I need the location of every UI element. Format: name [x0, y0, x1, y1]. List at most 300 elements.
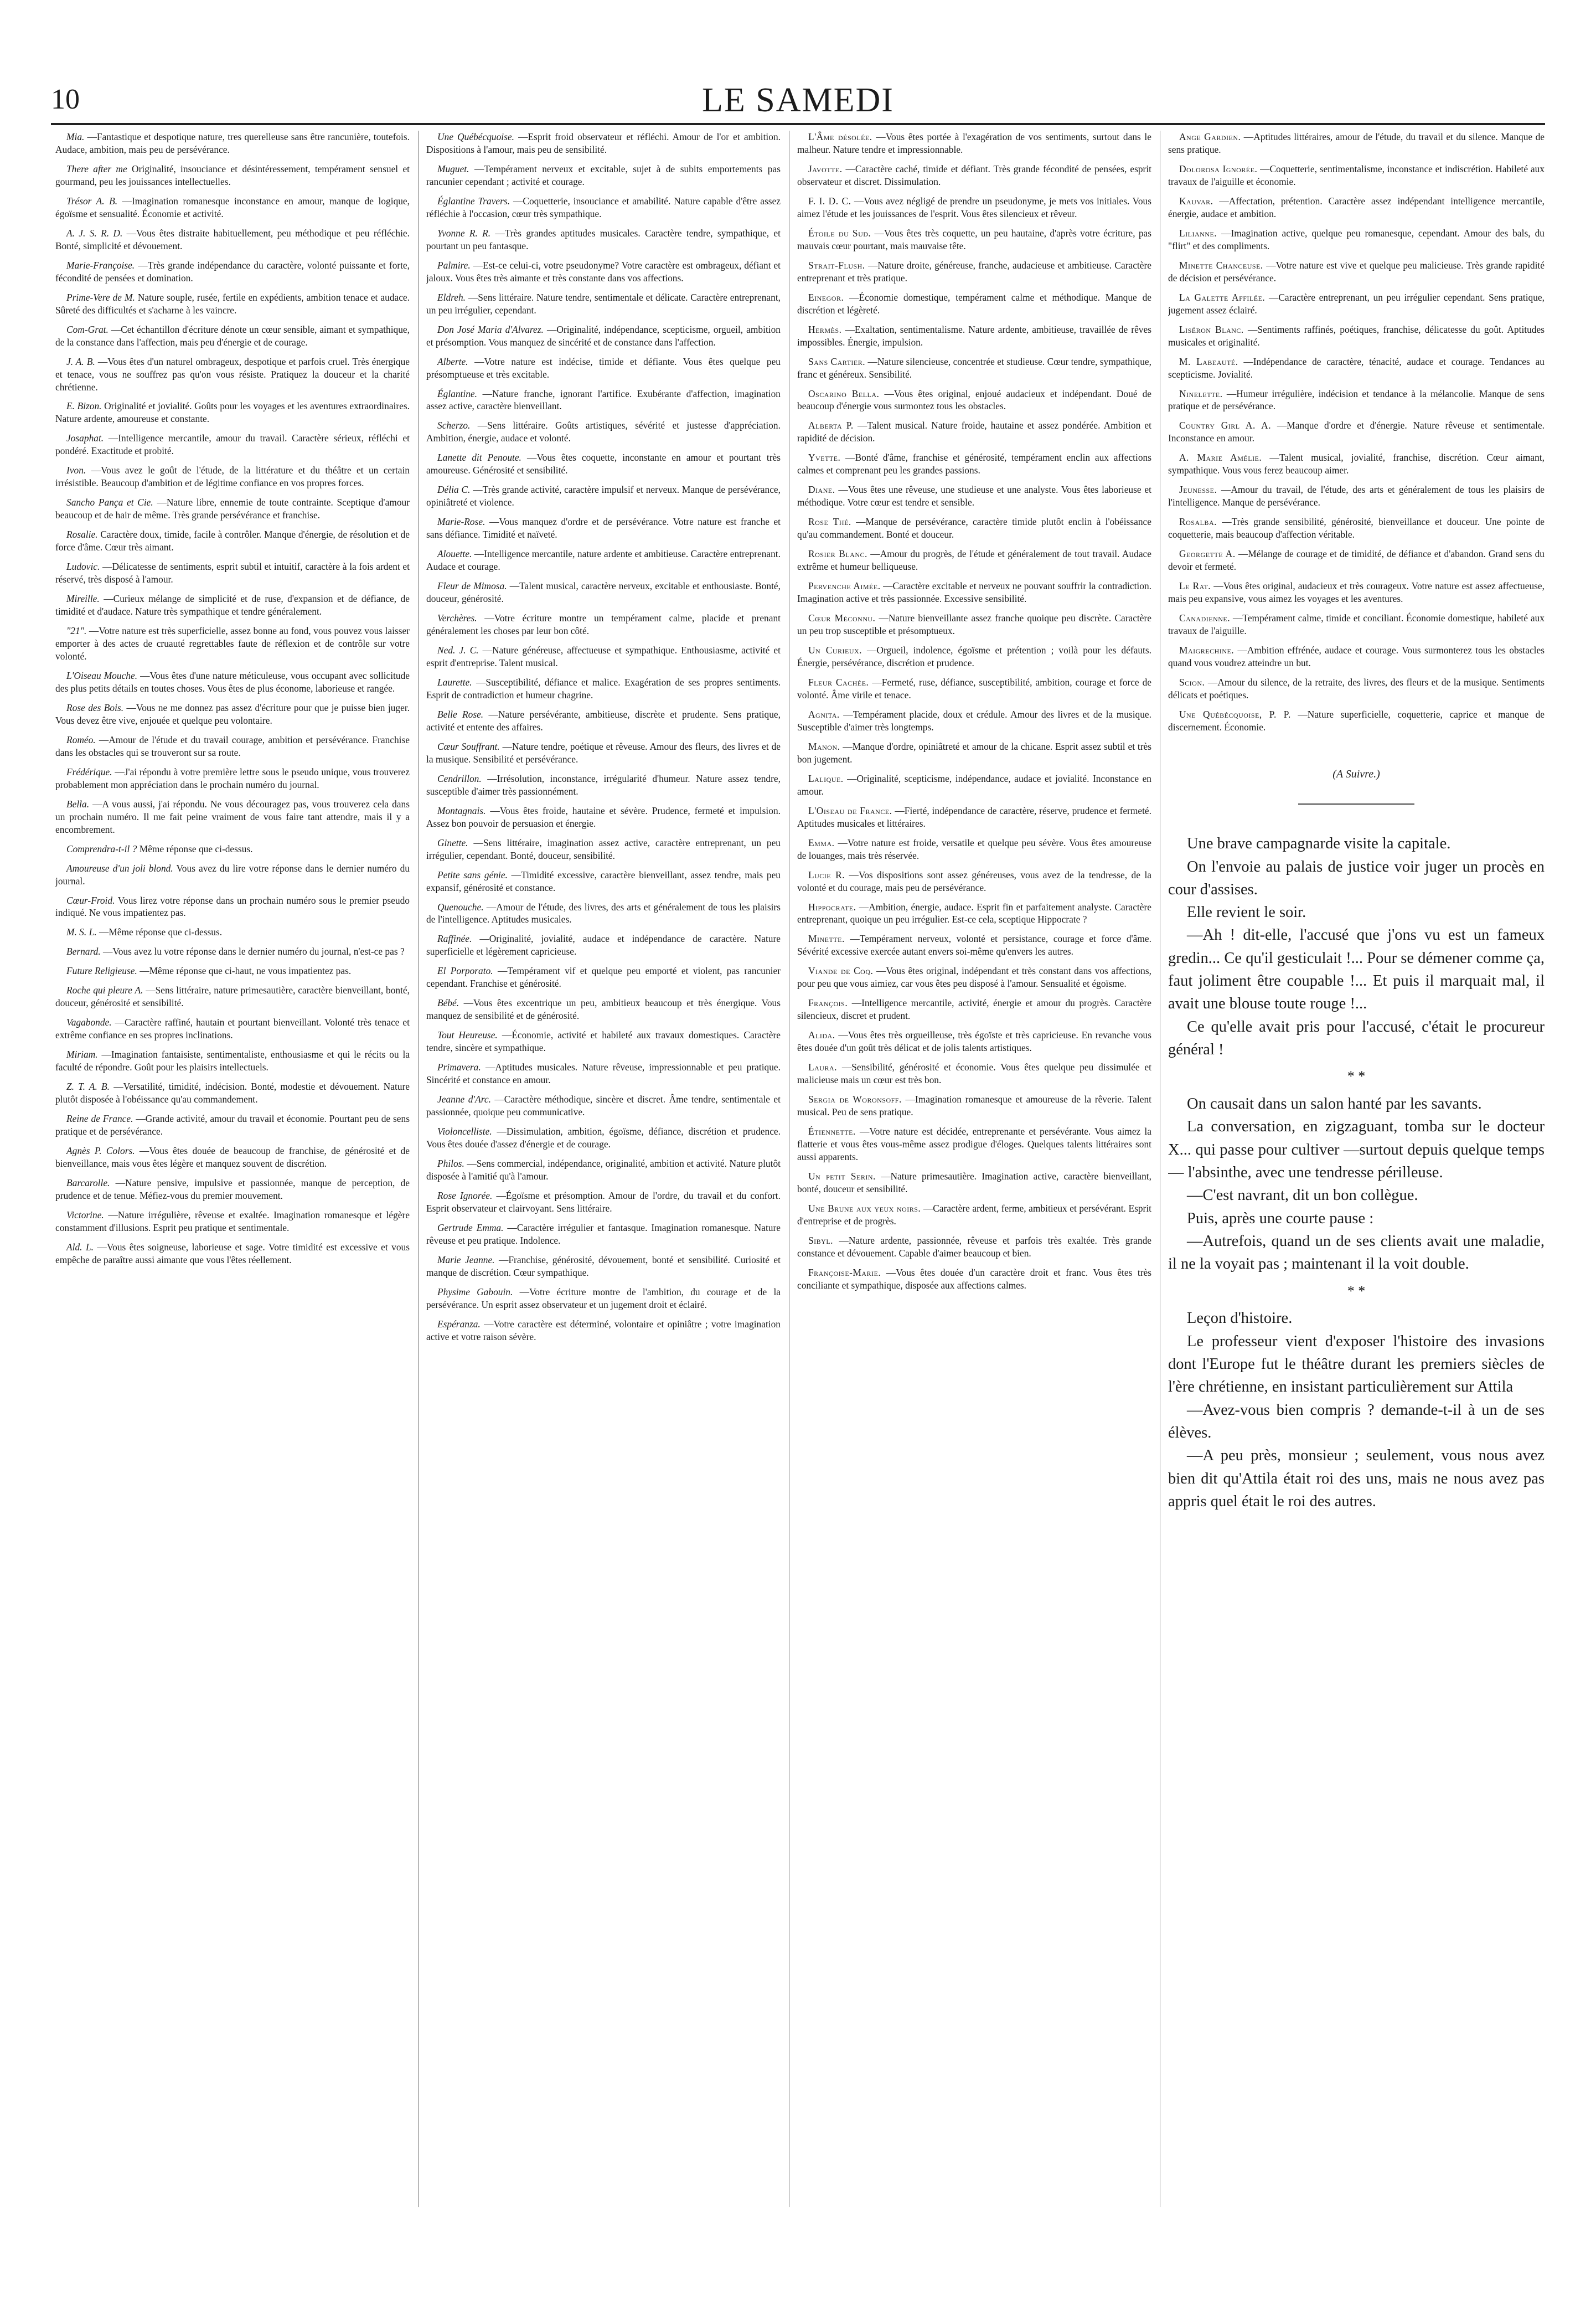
entry [426, 356, 781, 381]
entry [797, 1234, 1151, 1260]
entry [426, 1061, 781, 1086]
entry [426, 323, 781, 349]
entry-pseudonym: Petite sans génie. [437, 869, 508, 880]
entry-text: —Amour du travail, de l'étude, des arts et généralement de tous les plaisirs de l'intelligence. Manque de persévérance. [1168, 484, 1545, 508]
entry-text: —Caractère caché, timide et défiant. Très grande fécondité de pensées, esprit observateur et discret. Dissimulation. [797, 163, 1151, 187]
entry-pseudonym: Country Girl A. A. [1179, 420, 1272, 431]
entry [426, 805, 781, 830]
entry-text: —Indépendance de caractère, ténacité, audace et courage. Tendances au scepticisme. Jovialité. [1168, 356, 1545, 380]
entry-text: —Caractère méthodique, sincère et discret. Âme tendre, sentimentale et passionnée, quoique peu communicative. [426, 1094, 781, 1118]
entry [1168, 548, 1545, 573]
entry-pseudonym: Trésor A. B. [66, 195, 118, 207]
anecdote-paragraph: Le professeur vient d'exposer l'histoire des invasions dont l'Europe fut le théâtre durant les premiers siècles de l'ère chrétienne, en insistant particulièrement sur Attila [1168, 1332, 1545, 1396]
entry [1168, 131, 1545, 156]
entry [797, 580, 1151, 605]
entry [55, 1145, 410, 1170]
entry [426, 997, 781, 1022]
entry [426, 131, 781, 156]
section-rule [1298, 803, 1414, 805]
entry-pseudonym: Eldreh. [437, 291, 466, 303]
entry [55, 1177, 410, 1202]
entry [55, 323, 410, 349]
entry-pseudonym: Ivon. [66, 465, 86, 476]
entry-pseudonym: Étiennette. [808, 1126, 856, 1137]
entry-text: —Nature généreuse, affectueuse et sympathique. Enthousiasme, activité et esprit d'entreprise. Talent musical. [426, 645, 781, 668]
entry-text: Vous lirez votre réponse dans un prochain numéro sous le premier pseudo indiqué. Ne vous impatientez pas. [55, 894, 410, 919]
entry-pseudonym: Espéranza. [437, 1318, 481, 1330]
entry-text: —Amour de l'étude, des livres, des arts et généralement de tous les plaisirs de l'intelligence. Aptitudes musicales. [426, 901, 781, 925]
entry-text: —Nature persévérante, ambitieuse, discrète et prudente. Sens pratique, activité et entente des affaires. [426, 708, 781, 733]
entry [55, 356, 410, 394]
entry-text: —Vous êtes original, indépendant et très constant dans vos affections, pour peu que vous aimiez, car vous êtes peu disposé à l'amour. Sensualité et égoïsme. [797, 965, 1151, 990]
entry-text: —Est-ce celui-ci, votre pseudonyme? Votre caractère est ombrageux, défiant et jaloux. Vous êtes très aimante et très constante dans vos affections. [426, 259, 781, 284]
anecdote-paragraph: —Avez-vous bien compris ? demande-t-il à un de ses élèves. [1168, 1401, 1545, 1441]
entry [55, 432, 410, 457]
entry-text: —Caractère raffiné, hautain et pourtant bienveillant. Volonté très tenace et extrême confiance en ses propres inclinations. [55, 1017, 410, 1041]
entry-pseudonym: Bella. [66, 798, 90, 810]
entry-text: —Vous êtes soigneuse, laborieuse et sage. Votre timidité est excessive et vous empêche de paraître aussi aimante que vous l'êtes réellement. [55, 1241, 410, 1265]
entry-text: —Vous êtes très coquette, un peu hautaine, d'après votre écriture, pas mauvais cœur pourtant, mais mauvaise tête. [797, 227, 1151, 251]
entry-pseudonym: M. S. L. [66, 926, 97, 938]
entry-pseudonym: Raffinée. [437, 933, 472, 945]
entry-text: —Humeur irrégulière, indécision et tendance à la mélancolie. Manque de sens pratique et de persévérance. [1168, 388, 1545, 412]
entry-pseudonym: Lilianne. [1179, 227, 1217, 239]
entry-pseudonym: Fleur de Mimosa. [437, 580, 507, 592]
entry-pseudonym: Miriam. [66, 1049, 98, 1060]
anecdote-paragraph: Leçon d'histoire. [1187, 1310, 1293, 1327]
column-rule [418, 131, 419, 2207]
entry-text: —Votre écriture montre un tempérament calme, placide et prenant généralement les choses par leur bon côté. [426, 612, 781, 637]
entry [797, 227, 1151, 253]
entry-text: —Orgueil, indolence, égoïsme et prétention ; voilà pour les défauts. Énergie, persévérance, discrétion et prudence. [797, 645, 1151, 668]
entry-pseudonym: Z. T. A. B. [66, 1081, 110, 1093]
entry-pseudonym: Muguet. [437, 163, 469, 174]
entry [426, 580, 781, 605]
entry [426, 516, 781, 541]
entry [426, 1157, 781, 1183]
entry-pseudonym: Marie-Rose. [437, 516, 485, 528]
entry-text: —Sentiments raffinés, poétiques, franchise, délicatesse du goût. Aptitudes musicales et originalité. [1168, 323, 1545, 348]
entry-text: —Votre nature est décidée, entreprenante et persévérante. Vous aimez la flatterie et vous êtes vous-même assez prodigue d'éloges. Quelques talents littéraires sont aussi apparents. [797, 1126, 1151, 1162]
entry-pseudonym: J. A. B. [66, 356, 95, 367]
entry-pseudonym: Sergia de Woronsoff. [808, 1094, 902, 1105]
entry [797, 483, 1151, 509]
entry-pseudonym: Josaphat. [66, 432, 104, 444]
entry-text: —Fierté, indépendance de caractère, réserve, prudence et fermeté. Aptitudes musicales et littéraires. [797, 805, 1151, 829]
entry-pseudonym: Lalique. [808, 772, 844, 784]
entry-text: —Vous êtes excentrique un peu, ambitieux beaucoup et très énergique. Vous manquez de sensibilité et de générosité. [426, 997, 781, 1022]
entry-text: —Vous êtes coquette, inconstante en amour et pourtant très amoureuse. Générosité et sensibilité. [426, 452, 781, 476]
entry-text: —Sens littéraire. Goûts artistiques, sévérité et justesse d'appréciation. Ambition, énergie, audace et volonté. [426, 420, 781, 444]
entry-pseudonym: Lisëron Blanc. [1179, 323, 1244, 335]
entry-text: —Vous avez négligé de prendre un pseudonyme, je mets vos initiales. Vous aimez l'étude et les jouissances de l'esprit. Vous êtes silencieux et rêveur. [797, 195, 1151, 219]
entry [55, 227, 410, 253]
entry-text: —Très grandes aptitudes musicales. Caractère tendre, sympathique, et pourtant un peu fantasque. [426, 227, 781, 251]
entry-pseudonym: Dolorosa Ignorée. [1179, 163, 1258, 174]
entry [55, 1112, 410, 1138]
entry-pseudonym: Scherzo. [437, 420, 471, 431]
entry-pseudonym: Amoureuse d'un joli blond. [66, 862, 173, 874]
asterism: * * [1347, 1282, 1366, 1299]
entry-text: —Vous manquez d'ordre et de persévérance. Votre nature est franche et sans défiance. Timidité et naïveté. [426, 516, 781, 540]
entry [797, 356, 1151, 381]
entry-pseudonym: Quenouche. [437, 901, 484, 913]
entry [55, 560, 410, 586]
entry-pseudonym: Un petit Serin. [808, 1170, 876, 1182]
entry-text: —Imagination romanesque et amoureuse de la rêverie. Talent musical. Peu de sens pratique. [797, 1094, 1151, 1118]
asterism: * * [1347, 1068, 1366, 1085]
entry [797, 131, 1151, 156]
entry-text: —Nature bienveillante assez franche quoique peu discrète. Caractère un peu trop susceptible et présomptueux. [797, 612, 1151, 637]
anecdote-paragraph: Une brave campagnarde visite la capitale. [1187, 835, 1451, 853]
page-number: 10 [51, 84, 80, 115]
entry [797, 1125, 1151, 1163]
anecdote-paragraph: La conversation, en zigzaguant, tomba sur le docteur X... qui passe pour cultiver —surtout depuis quelque temps— l'absinthe, avec une tendresse périlleuse. [1168, 1118, 1545, 1182]
entry-pseudonym: Yvette. [808, 452, 841, 463]
entry-text: Vous avez du lire votre réponse dans le dernier numéro du journal. [55, 862, 410, 887]
entry [426, 259, 781, 285]
entry-pseudonym: Ludovic. [66, 561, 100, 573]
entry [55, 291, 410, 317]
entry-pseudonym: Sans Cartier. [808, 356, 866, 367]
entry [797, 516, 1151, 541]
entry-pseudonym: Diane. [808, 484, 835, 496]
entry [1168, 676, 1545, 702]
entry-text: —Dissimulation, ambition, égoïsme, défiance, discrétion et prudence. Vous êtes douée d'assez d'énergie et de courage. [426, 1126, 781, 1150]
entry-text: —Exaltation, sentimentalisme. Nature ardente, ambitieuse, travaillée de rêves impossibles. Énergie, impulsion. [797, 323, 1151, 348]
entry-pseudonym: Pervenche Aimée. [808, 580, 881, 592]
entry [55, 894, 410, 920]
entry [426, 901, 781, 926]
entry-pseudonym: L'Oiseau Mouche. [66, 669, 138, 681]
entry-text: —Amour de l'étude et du travail courage, ambition et persévérance. Franchise dans les obstacles qui se trouveront sur sa route. [55, 734, 410, 758]
entry-text: —Nature silencieuse, concentrée et studieuse. Cœur tendre, sympathique, franc et généreux. Sensibilité. [797, 356, 1151, 380]
entry [797, 933, 1151, 958]
entry-text: —Manque d'ordre, opiniâtreté et amour de la chicane. Esprit assez subtil et très bon jugement. [797, 740, 1151, 765]
entry [55, 766, 410, 791]
entry-text: Nature souple, rusée, fertile en expédients, ambition tenace et audace. Sûreté des difficultés et s'acharne à les vaincre. [55, 291, 410, 316]
entry-pseudonym: Marie-Françoise. [66, 259, 135, 271]
entry-pseudonym: Strait-Flush. [808, 259, 865, 271]
entry [426, 965, 781, 990]
entry [55, 1048, 410, 1074]
entry [426, 1029, 781, 1054]
entry-text: —Tempérament calme, timide et conciliant. Économie domestique, habileté aux travaux de l'aiguille. [1168, 612, 1545, 637]
entry-text: —Talent musical. Nature froide, hautaine et assez pondérée. Ambition et rapidité de décision. [797, 420, 1151, 444]
entry-pseudonym: Javotte. [808, 163, 843, 174]
entry [55, 195, 410, 220]
entry [426, 740, 781, 766]
entry-pseudonym: Alouette. [437, 548, 472, 560]
entry [797, 772, 1151, 798]
entry-pseudonym: Kauvar. [1179, 195, 1213, 207]
entry-pseudonym: Laurette. [437, 676, 472, 688]
to-be-continued: (A Suivre.) [1332, 767, 1380, 780]
entry [797, 612, 1151, 637]
entry-pseudonym: Délia C. [437, 484, 471, 496]
entry-text: —Vous êtes très orgueilleuse, très égoïste et très capricieuse. En revanche vous êtes douée d'un goût très délicat et de jolis talents artistiques. [797, 1029, 1151, 1054]
entry-pseudonym: El Porporato. [437, 965, 493, 977]
entry-text: —Mélange de courage et de timidité, de défiance et d'abandon. Grand sens du devoir et fermeté. [1168, 548, 1545, 573]
entry-pseudonym: Ginette. [437, 837, 468, 848]
entry [426, 837, 781, 862]
entry [797, 901, 1151, 926]
entry [426, 612, 781, 637]
entry [426, 1254, 781, 1279]
entry-text: —Originalité, scepticisme, indépendance, audace et jovialité. Inconstance en amour. [797, 772, 1151, 797]
entry [426, 772, 781, 798]
entry [426, 1222, 781, 1247]
entry-text: —Amour du silence, de la retraite, des livres, des fleurs et de la musique. Sentiments délicats et poétiques. [1168, 676, 1545, 700]
entry [426, 388, 781, 413]
entry [1168, 644, 1545, 669]
entry-text: —Même réponse que ci-haut, ne vous impatientez pas. [140, 965, 352, 977]
entry [55, 1016, 410, 1042]
anecdote-paragraph: —A peu près, monsieur ; seulement, vous nous avez bien dit qu'Attila était roi des uns, mais ne nous avez pas appris quel était le roi des autres. [1168, 1447, 1545, 1510]
entry-text: —Manque de persévérance, caractère timide plutôt enclin à l'obéissance qu'au commandement. Bonté et douceur. [797, 516, 1151, 540]
entry-text: —Fermeté, ruse, défiance, susceptibilité, ambition, courage et force de volonté. Âme virile et tenace. [797, 676, 1151, 700]
entry [797, 740, 1151, 766]
entry-pseudonym: Verchères. [437, 612, 477, 624]
header-rule [51, 123, 1545, 125]
entry [55, 1080, 410, 1106]
entry-text: —Votre nature est indécise, timide et défiante. Vous êtes quelque peu présomptueuse et très excitable. [426, 356, 781, 380]
entry [1168, 580, 1545, 605]
entry-text: —Originalité, jovialité, audace et indépendance de caractère. Nature superficielle et légèrement capricieuse. [426, 933, 781, 957]
entry [797, 965, 1151, 990]
entry-pseudonym: Yvonne R. R. [437, 227, 491, 239]
entry-pseudonym: Cœur Souffrant. [437, 740, 500, 752]
entry-pseudonym: Viande de Coq. [808, 965, 874, 977]
entry-text: —Vous êtes portée à l'exagération de vos sentiments, surtout dans le malheur. Nature tendre et impressionnable. [797, 131, 1151, 155]
entry-text: —Esprit froid observateur et réfléchi. Amour de l'or et ambition. Dispositions à l'amour, mais peu de sensibilité. [426, 131, 781, 155]
entry [1168, 612, 1545, 637]
entry-pseudonym: Ald. L. [66, 1241, 94, 1253]
entry [1168, 195, 1545, 220]
entry-text: —Intelligence mercantile, amour du travail. Caractère sérieux, réfléchi et pondéré. Exactitude et probité. [55, 432, 410, 457]
entry-pseudonym: Marie Jeanne. [437, 1254, 495, 1265]
entry-text: —Ambition effrénée, audace et courage. Vous surmonterez tous les obstacles quand vous voudrez atteindre un but. [1168, 645, 1545, 668]
entry-pseudonym: Don José Maria d'Alvarez. [437, 323, 544, 335]
entry [426, 676, 781, 702]
entry-pseudonym: Jeunesse. [1179, 484, 1217, 496]
entry-pseudonym: Victorine. [66, 1209, 104, 1220]
entry-text: —Nature franche, ignorant l'artifice. Exubérante d'affection, imagination assez active, caractère bienveillant. [426, 388, 781, 412]
entry [55, 163, 410, 188]
entry-text: Même réponse que ci-dessus. [139, 843, 253, 854]
entry [426, 644, 781, 669]
entry-text: —Même réponse que ci-dessus. [99, 926, 223, 938]
entry-text: —Nature tendre, poétique et rêveuse. Amour des fleurs, des livres et de la musique. Sensibilité et persévérance. [426, 740, 781, 765]
entry-pseudonym: Églantine. [437, 388, 477, 399]
entry-text: —Sens commercial, indépendance, originalité, ambition et activité. Nature plutôt disposée à l'amitié qu'à l'amour. [426, 1158, 781, 1182]
entry-pseudonym: Emma. [808, 837, 835, 848]
entry-pseudonym: L'Âme désolée. [808, 131, 872, 142]
entry-pseudonym: François. [808, 997, 848, 1009]
entry [1168, 516, 1545, 541]
text-column-4 [1168, 131, 1545, 1513]
entry [55, 259, 410, 285]
entry [426, 1189, 781, 1215]
entry [797, 163, 1151, 188]
entry-text: —Imagination romanesque inconstance en amour, manque de logique, égoïsme et sensualité. Économie et activité. [55, 195, 410, 219]
entry-text: —Votre caractère est déterminé, volontaire et opiniâtre ; votre imagination active et votre raison sévère. [426, 1318, 781, 1342]
entry [797, 708, 1151, 734]
entry-pseudonym: Violoncelliste. [437, 1126, 492, 1137]
entry-text: —J'ai répondu à votre première lettre sous le pseudo unique, vous trouverez probablement mon appréciation dans le prochain numéro du journal. [55, 766, 410, 790]
anecdotes [1168, 832, 1545, 1513]
entry-text: —Talent musical, jovialité, franchise, discrétion. Cœur aimant, sympathique. Vous vous ferez beaucoup aimer. [1168, 452, 1545, 476]
entry [797, 837, 1151, 862]
entry-text: —Coquetterie, sentimentalisme, inconstance et indiscrétion. Habileté aux travaux de l'aiguille et économie. [1168, 163, 1545, 187]
entry [55, 528, 410, 554]
entry [55, 593, 410, 618]
entry-pseudonym: M. Labeauté. [1179, 356, 1238, 367]
entry [797, 1029, 1151, 1054]
entry-pseudonym: There after me [66, 163, 127, 174]
entry-pseudonym: Fleur Cachée. [808, 676, 869, 688]
entry [1168, 388, 1545, 413]
entry [797, 644, 1151, 669]
entry-pseudonym: Alberta P. [808, 420, 854, 431]
entry [797, 419, 1151, 445]
entry-pseudonym: Scion. [1179, 676, 1205, 688]
entry-text: —Vous avez le goût de l'étude, de la littérature et du théâtre et un certain irrésistible. Beaucoup d'ambition et de légitime confiance en vos propres forces. [55, 465, 410, 489]
entry [426, 1125, 781, 1151]
entry-pseudonym: Future Religieuse. [66, 965, 137, 977]
entry-pseudonym: Primavera. [437, 1062, 481, 1073]
entry-text: —Originalité, indépendance, scepticisme, orgueil, ambition et présomption. Vous manquez de sincérité et de constance dans l'affection. [426, 323, 781, 348]
entry [426, 291, 781, 317]
entry-pseudonym: Minette Chanceuse. [1179, 259, 1263, 271]
entry-pseudonym: Alida. [808, 1029, 835, 1041]
entry-text: —Caractère irrégulier et fantasque. Imagination romanesque. Nature rêveuse et peu pratique. Indolence. [426, 1222, 781, 1246]
entry-text: —A vous aussi, j'ai répondu. Ne vous découragez pas, vous trouverez cela dans un prochain numéro. Il me fait peine vraiment de vous faire tant attendre, mais il y a encombrement. [55, 798, 410, 835]
entry [1168, 323, 1545, 349]
entry-text: —Votre nature est froide, versatile et quelque peu sévère. Vous êtes amoureuse de louanges, mais très réservée. [797, 837, 1151, 861]
entry [797, 323, 1151, 349]
entry-pseudonym: Lanette dit Penoute. [437, 452, 521, 463]
page-title: LE SAMEDI [702, 81, 894, 119]
entry-pseudonym: Manon. [808, 740, 840, 752]
entry [426, 869, 781, 894]
text-column-3 [797, 131, 1151, 1299]
entry-pseudonym: Agnita. [808, 708, 840, 720]
entry-text: —Économie domestique, tempérament calme et méthodique. Manque de discrétion et légèreté. [797, 291, 1151, 316]
entry [55, 843, 410, 856]
anecdote-paragraph: Elle revient le soir. [1187, 904, 1306, 921]
entry [426, 419, 781, 445]
text-column-1 [55, 131, 410, 1273]
entry-text: —Imagination fantaisiste, sentimentaliste, enthousiasme et qui le récits ou la faculté de répondre. Goût pour les plaisirs intellectuels. [55, 1049, 410, 1073]
entry-text: —Tempérament placide, doux et crédule. Amour des livres et de la musique. Susceptible d'aimer très longtemps. [797, 708, 1151, 733]
entry-pseudonym: Maigrechine. [1179, 645, 1235, 656]
entry-pseudonym: Une Québécquoise, P. P. [1179, 708, 1291, 720]
entry [797, 259, 1151, 285]
entry-text: —Très grande sensibilité, générosité, bienveillance et douceur. Une pointe de coquetterie, mais beaucoup d'affection véritable. [1168, 516, 1545, 540]
entry-pseudonym: Minette. [808, 933, 845, 945]
entry-text: —Vous êtes distraite habituellement, peu méthodique et peu réfléchie. Bonté, simplicité et dévouement. [55, 227, 410, 251]
entry-pseudonym: Gertrude Emma. [437, 1222, 504, 1233]
anecdote-paragraph: On causait dans un salon hanté par les savants. [1187, 1095, 1482, 1113]
entry [1168, 451, 1545, 477]
entry [797, 451, 1151, 477]
entry-text: —Nature droite, généreuse, franche, audacieuse et ambitieuse. Caractère entreprenant et très pratique. [797, 259, 1151, 284]
entry-pseudonym: Laura. [808, 1062, 837, 1073]
entry-text: —Vous êtes douée d'un caractère droit et franc. Vous êtes très conciliante et sympathique, disposée aux affections calmes. [797, 1266, 1151, 1291]
entry [55, 926, 410, 939]
entry-pseudonym: Mireille. [66, 593, 100, 605]
entry-pseudonym: Rose Thé. [808, 516, 851, 528]
entry [797, 869, 1151, 894]
entry-pseudonym: Rose des Bois. [66, 702, 124, 713]
entry-pseudonym: Ned. J. C. [437, 645, 479, 656]
entry [1168, 483, 1545, 509]
entry-pseudonym: Prime-Vere de M. [66, 291, 135, 303]
entry [797, 1061, 1151, 1086]
entry-pseudonym: L'Oiseau de France. [808, 805, 892, 816]
entry-pseudonym: Jeanne d'Arc. [437, 1094, 491, 1105]
entry-pseudonym: Comprendra-t-il ? [66, 843, 137, 854]
entry-pseudonym: Rosier Blanc. [808, 548, 867, 560]
entry-pseudonym: E. Bizon. [66, 400, 102, 412]
entry-pseudonym: Sancho Pança et Cie. [66, 497, 153, 508]
entry-pseudonym: Frédérique. [66, 766, 112, 777]
entry-text: —Affectation, prétention. Caractère assez indépendant intelligence mercantile, énergie, audace et ambition. [1168, 195, 1545, 219]
entry [426, 451, 781, 477]
anecdote-paragraph: —Autrefois, quand un de ses clients avait une maladie, il ne la voyait pas ; maintenant il la voit double. [1168, 1233, 1545, 1273]
entry-text: —Caractère excitable et nerveux ne pouvant souffrir la contradiction. Imagination active et très passionnée. Excessive sensibilité. [797, 580, 1151, 605]
entry [1168, 419, 1545, 445]
entry [426, 933, 781, 958]
entry [797, 1093, 1151, 1119]
entry-text: —Vous avez lu votre réponse dans le dernier numéro du journal, n'est-ce pas ? [103, 946, 405, 957]
anecdote-paragraph: On l'envoie au palais de justice voir juger un procès en cour d'assises. [1168, 858, 1545, 898]
entry [797, 291, 1151, 317]
entry-text: —Irrésolution, inconstance, irrégularité d'humeur. Nature assez tendre, susceptible d'aimer très passionnément. [426, 772, 781, 797]
entry-pseudonym: Reine de France. [66, 1113, 133, 1125]
entry-text: —Cet échantillon d'écriture dénote un cœur sensible, aimant et sympathique, de la constance dans l'affection, mais peu d'énergie et de courage. [55, 323, 410, 348]
entry-pseudonym: Philos. [437, 1158, 464, 1169]
entry-pseudonym: Françoise-Marie. [808, 1266, 881, 1278]
entry [55, 702, 410, 727]
anecdote-paragraph: —Ah ! dit-elle, l'accusé que j'ons vu est un fameux gredin... Ce qu'il gesticulait !... Pour se démener comme ça, faut joliment être coupable !... Et puis il marquait mal, il avait une blouse toute rouge !... [1168, 926, 1545, 1013]
entry [426, 1286, 781, 1311]
entry-text: —Vous êtes douée de beaucoup de franchise, de générosité et de bienveillance, mais vous êtes légère et manquez souvent de discrétion. [55, 1145, 410, 1169]
entry-pseudonym: Vagabonde. [66, 1017, 112, 1028]
entry-text: —Coquetterie, insouciance et amabilité. Nature capable d'être assez réfléchie à l'occasion, cœur très sympathique. [426, 195, 781, 219]
entry-text: —Très grande indépendance du caractère, volonté puissante et forte, fécondité de pensées et domination. [55, 259, 410, 284]
entry-text: —Imagination active, quelque peu romanesque, cependant. Amour des bals, du "flirt" et des compliments. [1168, 227, 1545, 251]
entry-pseudonym: Cœur-Froid. [66, 894, 115, 906]
entry [426, 195, 781, 220]
entry-pseudonym: Une Québécquoise. [437, 131, 514, 142]
entry-pseudonym: Mia. [66, 131, 85, 142]
entry [55, 131, 410, 156]
entry [55, 400, 410, 425]
entry-text: —Susceptibilité, défiance et malice. Exagération de ses propres sentiments. Esprit de contradiction et humeur chagrine. [426, 676, 781, 700]
entry-text: Caractère doux, timide, facile à contrôler. Manque d'énergie, de résolution et de force d'âme. Cœur très aimant. [55, 529, 410, 553]
entry-text: —Vos dispositions sont assez généreuses, vous avez de la tendresse, de la volonté et du courage, mais peu de persévérance. [797, 869, 1151, 893]
entry [55, 1241, 410, 1266]
entry-pseudonym: Alberte. [437, 356, 468, 367]
entry [55, 669, 410, 695]
anecdote-paragraph: Ce qu'elle avait pris pour l'accusé, c'était le procureur général ! [1168, 1018, 1545, 1059]
entry-text: Originalité, insouciance et désintéressement, tempérament sensuel et gourmand, peu les jouissances intellectuelles. [55, 163, 410, 187]
entry-pseudonym: Roméo. [66, 734, 96, 745]
entry-text: —Sens littéraire, imagination assez active, caractère entreprenant, un peu irrégulier, cependant. Bonté, douceur, sensibilité. [426, 837, 781, 861]
entry-text: —Manque d'ordre et d'énergie. Nature rêveuse et sentimentale. Inconstance en amour. [1168, 420, 1545, 444]
